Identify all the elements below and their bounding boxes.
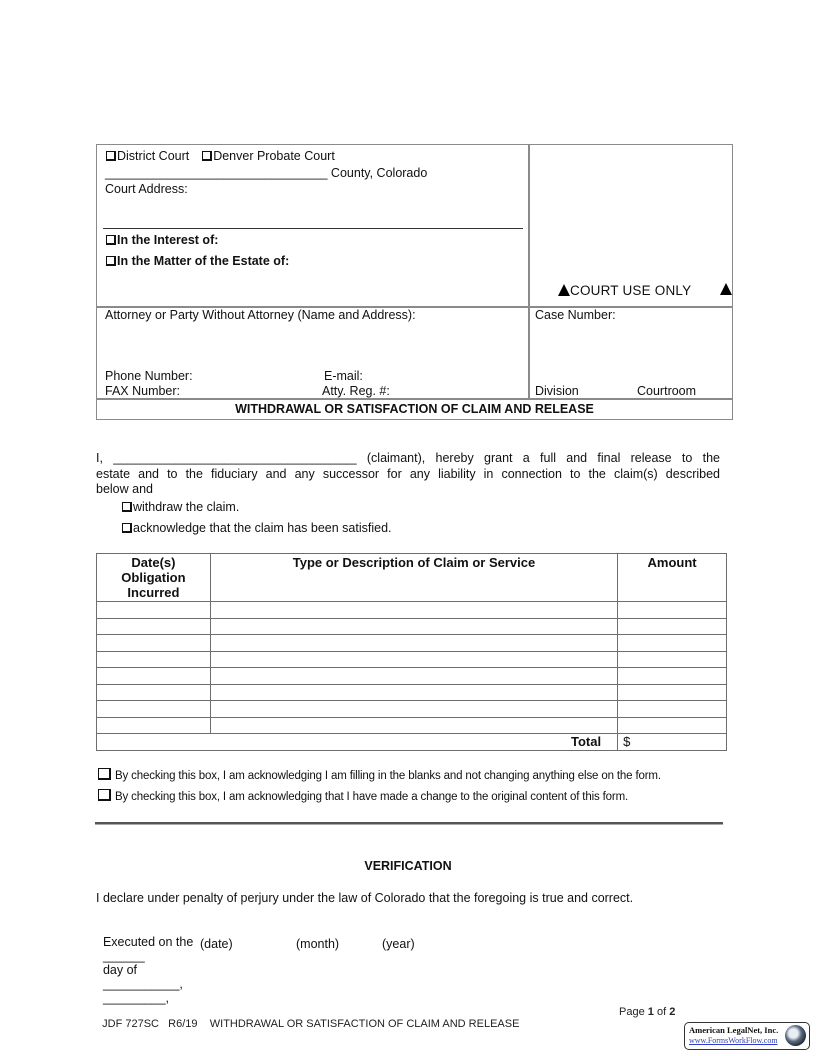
checkbox-icon[interactable] <box>122 502 132 512</box>
case-number-label: Case Number: <box>535 308 616 322</box>
footer-form-name: WITHDRAWAL OR SATISFACTION OF CLAIM AND RELEASE <box>209 1018 520 1030</box>
ack-changed-form-label: By checking this box, I am acknowledging that I have made a change to the original content of this form. <box>115 791 629 803</box>
court-use-only <box>558 283 691 298</box>
page-prefix: Page <box>619 1006 645 1018</box>
release-prefix: I, <box>96 451 103 465</box>
amount-cell[interactable] <box>618 684 727 701</box>
table-row <box>97 635 727 652</box>
county-line: ________________________________ County, Colorado <box>105 166 428 180</box>
total-amount[interactable]: $ <box>618 734 727 751</box>
total-label: Total <box>97 734 618 751</box>
checkbox-icon[interactable] <box>98 789 111 801</box>
section-divider <box>95 822 723 825</box>
district-court-option[interactable] <box>106 149 189 163</box>
header-dates <box>97 554 211 602</box>
year-blank[interactable]: _________, <box>102 991 169 1005</box>
description-cell[interactable] <box>210 684 617 701</box>
header-dates-line1: Date(s) <box>131 555 176 570</box>
in-the-interest-label: In the Interest of: <box>117 233 219 247</box>
claim-satisfied-option[interactable] <box>122 521 392 535</box>
date-cell[interactable] <box>97 602 211 619</box>
claimant-name-blank[interactable]: ___________________________________ <box>113 451 357 465</box>
verification-declaration: I declare under penalty of perjury under the law of Colorado that the foregoing is true and correct. <box>96 891 634 905</box>
court-address-label: Court Address: <box>105 182 188 196</box>
up-triangle-icon <box>558 284 570 296</box>
footer-revision: R6/19 <box>168 1018 198 1030</box>
atty-reg-label: Atty. Reg. #: <box>322 384 390 398</box>
globe-icon <box>785 1025 806 1046</box>
courtroom-label: Courtroom <box>637 384 697 398</box>
amount-cell[interactable] <box>618 602 727 619</box>
date-cell[interactable] <box>97 635 211 652</box>
day-of-label: day of <box>102 963 138 977</box>
description-cell[interactable] <box>210 602 617 619</box>
date-cell[interactable] <box>97 651 211 668</box>
form-title: WITHDRAWAL OR SATISFACTION OF CLAIM AND RELEASE <box>235 402 594 416</box>
amount-cell[interactable] <box>618 701 727 718</box>
checkbox-icon[interactable] <box>106 235 116 245</box>
phone-label: Phone Number: <box>105 369 193 383</box>
caption-divider-title <box>96 398 733 400</box>
court-type-row <box>106 149 335 163</box>
checkbox-icon[interactable] <box>98 768 111 780</box>
executed-line <box>96 921 193 1005</box>
header-dates-line2: Obligation <box>121 570 186 585</box>
estate-of-label: In the Matter of the Estate of: <box>117 254 290 268</box>
withdraw-claim-option[interactable] <box>122 500 239 514</box>
district-court-label: District Court <box>117 149 190 163</box>
logo-website-link[interactable]: www.FormsWorkFlow.com <box>689 1036 778 1045</box>
amount-cell[interactable] <box>618 717 727 734</box>
attorney-label: Attorney or Party Without Attorney (Name and Address): <box>105 308 416 322</box>
page-total: 2 <box>669 1006 676 1018</box>
page-of: of <box>656 1006 667 1018</box>
footer-form-id: JDF 727SC <box>102 1018 159 1030</box>
description-cell[interactable] <box>210 618 617 635</box>
month-caption: (month) <box>296 937 340 951</box>
claim-satisfied-label: acknowledge that the claim has been satisfied. <box>133 521 392 535</box>
checkbox-icon[interactable] <box>106 256 116 266</box>
up-triangle-icon <box>720 283 732 295</box>
table-row <box>97 618 727 635</box>
checkbox-icon[interactable] <box>106 151 116 161</box>
release-line3: below and <box>96 482 153 496</box>
table-row <box>97 651 727 668</box>
description-cell[interactable] <box>210 668 617 685</box>
date-blank[interactable]: ______ <box>102 949 145 963</box>
release-line1-suffix: (claimant), hereby grant a full and final release to the <box>366 451 721 465</box>
checkbox-icon[interactable] <box>202 151 212 161</box>
ack-changed-form-option[interactable] <box>98 789 628 803</box>
description-cell[interactable] <box>210 701 617 718</box>
caption-divider-vertical <box>528 144 530 399</box>
division-label: Division <box>535 384 579 398</box>
month-blank[interactable]: ___________, <box>102 977 183 991</box>
page-indicator <box>619 1006 675 1018</box>
amount-cell[interactable] <box>618 635 727 652</box>
date-caption: (date) <box>200 937 233 951</box>
claims-table-header <box>97 554 727 602</box>
american-legalnet-logo[interactable] <box>684 1022 810 1050</box>
court-address-underline <box>103 228 523 229</box>
denver-probate-court-label: Denver Probate Court <box>213 149 335 163</box>
date-cell[interactable] <box>97 618 211 635</box>
withdraw-claim-label: withdraw the claim. <box>133 500 240 514</box>
verification-title: VERIFICATION <box>364 859 452 873</box>
footer-form-info <box>96 1006 519 1030</box>
date-cell[interactable] <box>97 717 211 734</box>
court-use-only-label: COURT USE ONLY <box>570 283 692 298</box>
header-description: Type or Description of Claim or Service <box>210 554 617 602</box>
description-cell[interactable] <box>210 635 617 652</box>
amount-cell[interactable] <box>618 651 727 668</box>
denver-probate-court-option[interactable] <box>202 149 335 163</box>
description-cell[interactable] <box>210 651 617 668</box>
release-paragraph <box>96 451 720 498</box>
date-cell[interactable] <box>97 684 211 701</box>
year-caption: (year) <box>382 937 415 951</box>
checkbox-icon[interactable] <box>122 523 132 533</box>
executed-prefix: Executed on the <box>102 935 194 949</box>
fax-label: FAX Number: <box>105 384 181 398</box>
description-cell[interactable] <box>210 717 617 734</box>
ack-fill-blanks-option[interactable] <box>98 768 661 782</box>
court-use-only-right-marker <box>720 283 732 297</box>
estate-of-option[interactable] <box>106 254 289 268</box>
table-row <box>97 684 727 701</box>
release-line2: estate and to the fiduciary and any successor for any liability in connection to the claim(s) described <box>96 466 720 481</box>
date-cell[interactable] <box>97 701 211 718</box>
table-row <box>97 602 727 619</box>
logo-company-name: American LegalNet, Inc. <box>689 1025 779 1035</box>
email-label: E-mail: <box>324 369 363 383</box>
in-the-interest-option[interactable] <box>106 233 218 247</box>
header-amount: Amount <box>618 554 727 602</box>
total-row <box>97 734 727 751</box>
header-dates-line3: Incurred <box>127 585 180 600</box>
table-row <box>97 668 727 685</box>
ack-fill-blanks-label: By checking this box, I am acknowledging I am filling in the blanks and not changing anything else on the form. <box>115 770 661 782</box>
amount-cell[interactable] <box>618 618 727 635</box>
claims-table <box>96 553 727 751</box>
page-current: 1 <box>647 1006 654 1018</box>
table-row <box>97 717 727 734</box>
date-cell[interactable] <box>97 668 211 685</box>
table-row <box>97 701 727 718</box>
amount-cell[interactable] <box>618 668 727 685</box>
